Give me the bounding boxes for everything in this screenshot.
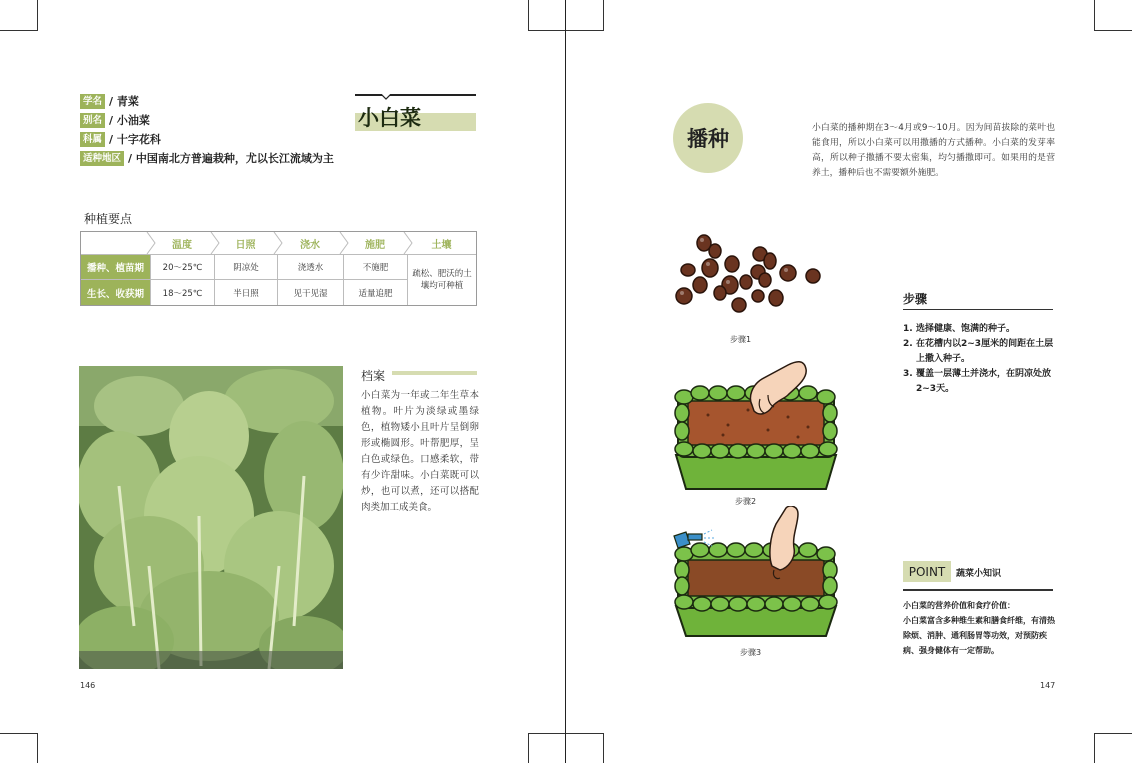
step-text: 在花槽内以2~3厘米的间距在土层上撒入种子。 xyxy=(916,339,1054,364)
crop-mark xyxy=(566,30,604,31)
meta-value: / 中国南北方普遍栽种，尤以长江流域为主 xyxy=(128,152,334,165)
crop-mark xyxy=(1094,733,1132,734)
page-spine xyxy=(565,0,566,763)
seeds-illustration xyxy=(672,233,822,315)
point-text: 小白菜富含多种维生素和膳食纤维，有清热除烦、消肿、通利肠胃等功效，对预防疾病、强身健体有一定帮助。 xyxy=(903,616,1055,655)
crop-mark xyxy=(37,733,38,763)
meta-value: / 十字花科 xyxy=(109,133,161,146)
table-header-temperature: 温度 xyxy=(172,239,192,251)
step2-caption: 步骤2 xyxy=(735,497,757,506)
table-row-head: 生长、收获期 xyxy=(81,280,150,305)
table-rule xyxy=(407,254,408,305)
title-rule xyxy=(355,94,476,96)
table-cell: 半日照 xyxy=(233,288,259,299)
meta-alias xyxy=(80,112,150,128)
list-item xyxy=(903,367,1055,397)
point-body xyxy=(903,598,1055,658)
step-number: 3. xyxy=(903,369,913,379)
step3-caption: 步骤3 xyxy=(740,648,762,657)
table-row-head: 播种、植苗期 xyxy=(81,255,150,279)
crop-mark xyxy=(603,733,604,763)
meta-tag: 科属 xyxy=(80,132,105,147)
point-badge: POINT xyxy=(903,561,951,582)
steps-list xyxy=(903,322,1055,397)
meta-value: / 小油菜 xyxy=(109,114,150,127)
meta-scientific-name xyxy=(80,93,139,109)
meta-region xyxy=(80,150,334,166)
sowing-title: 播种 xyxy=(687,127,729,151)
crop-mark xyxy=(528,0,529,30)
step-number: 2. xyxy=(903,339,913,349)
crop-mark xyxy=(603,0,604,30)
planting-table xyxy=(80,231,477,306)
point-rule xyxy=(903,589,1053,591)
crop-mark xyxy=(0,733,38,734)
bok-choy-photo-image xyxy=(79,366,343,669)
meta-family xyxy=(80,131,161,147)
meta-tag: 学名 xyxy=(80,94,105,109)
bok-choy-photo xyxy=(79,366,343,669)
list-item xyxy=(903,322,1055,337)
crop-mark xyxy=(528,733,529,763)
page-number-left: 146 xyxy=(80,681,96,690)
crop-mark xyxy=(528,30,566,31)
crop-mark xyxy=(1094,30,1132,31)
meta-tag: 适种地区 xyxy=(80,151,124,166)
step-text: 覆盖一层薄土并浇水，在阴凉处放2~3天。 xyxy=(916,369,1052,394)
table-cell: 阴凉处 xyxy=(233,263,259,273)
list-item xyxy=(903,337,1055,367)
page-title-box xyxy=(355,94,476,134)
point-subtitle: 小白菜的营养价值和食疗价值： xyxy=(903,601,1015,610)
sowing-circle xyxy=(673,103,743,173)
planter-hand-illustration xyxy=(668,355,844,490)
archive-text: 小白菜为一年或二年生草本植物。叶片为淡绿或墨绿色，植物矮小且叶片呈倒卵形或椭圆形。叶帮肥厚，呈白色或绿色。口感柔软，带有少许甜味。小白菜既可以炒，也可以煮，还可以搭配肉类加工成美食。 xyxy=(361,390,479,513)
table-header-watering: 浇水 xyxy=(300,239,320,251)
point-title: 蔬菜小知识 xyxy=(956,569,1002,579)
step-text: 选择健康、饱满的种子。 xyxy=(916,324,1016,334)
sowing-intro: 小白菜的播种期在3～4月或9～10月。因为间苗拔除的菜叶也能食用，所以小白菜可以用撒播的方式播种。小白菜的发芽率高，所以种子撒播不要太密集，均匀播撒即可。如果用的是营养土，播种后也不需要额外施肥。 xyxy=(812,123,1055,178)
table-cell-soil: 疏松、肥沃的土壤均可种植 xyxy=(412,269,472,291)
table-cell: 见干见湿 xyxy=(293,288,328,299)
crop-mark xyxy=(0,30,38,31)
archive-heading: 档案 xyxy=(361,369,386,383)
meta-value: / 青菜 xyxy=(109,95,139,108)
step-number: 1. xyxy=(903,324,913,334)
crop-mark xyxy=(528,733,566,734)
table-header-fertilizing: 施肥 xyxy=(365,239,385,251)
table-cell: 适量追肥 xyxy=(358,288,393,299)
crop-mark xyxy=(1094,0,1095,30)
page-title: 小白菜 xyxy=(358,106,421,130)
steps-rule xyxy=(903,309,1053,310)
table-header-sunlight: 日照 xyxy=(235,239,256,251)
table-cell: 20～25℃ xyxy=(162,263,203,273)
planting-heading: 种植要点 xyxy=(84,212,133,226)
page-number-right: 147 xyxy=(1040,681,1056,690)
meta-tag: 别名 xyxy=(80,113,105,128)
table-cell: 18～25℃ xyxy=(162,288,203,299)
crop-mark xyxy=(1094,733,1095,763)
steps-heading: 步骤 xyxy=(903,292,928,306)
step1-caption: 步骤1 xyxy=(730,335,752,344)
crop-mark xyxy=(566,733,604,734)
table-header-soil: 土壤 xyxy=(431,239,452,251)
table-cell: 浇透水 xyxy=(297,263,324,273)
title-notch-icon xyxy=(381,94,391,100)
planter-watering-illustration xyxy=(668,506,844,640)
table-cell: 不施肥 xyxy=(362,263,389,273)
crop-mark xyxy=(37,0,38,30)
archive-rule xyxy=(392,371,477,375)
